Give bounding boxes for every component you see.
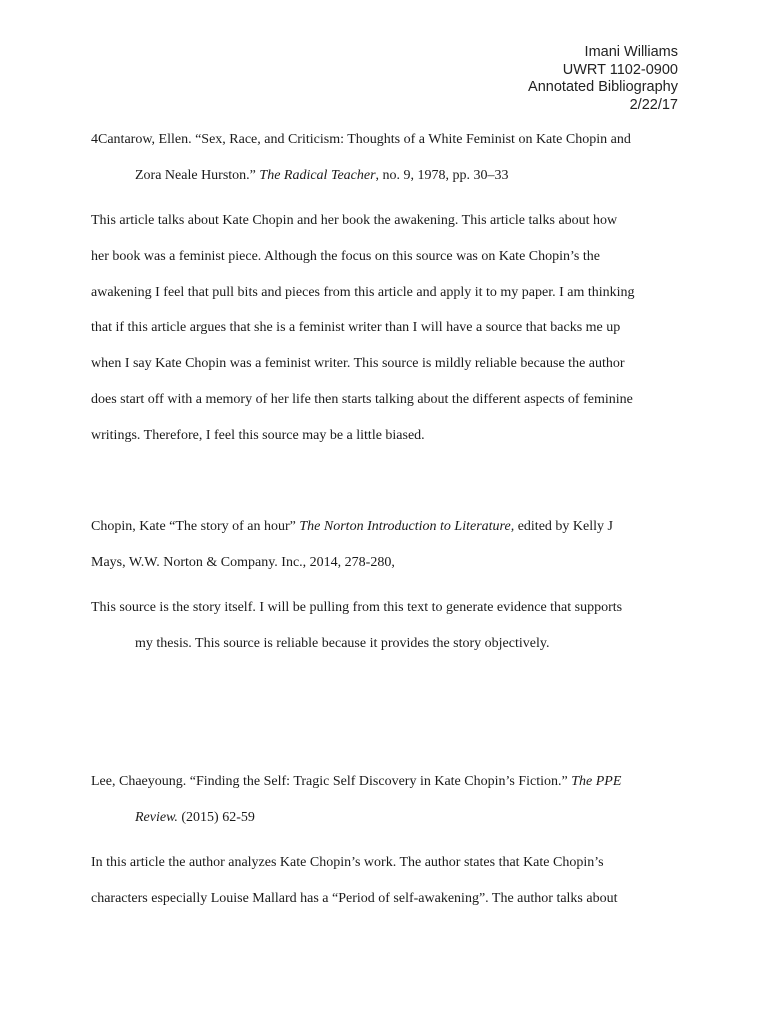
document-header: [528, 44, 678, 114]
citation-line: Zora Neale Hurston.” The Radical Teacher, no. 9, 1978, pp. 30–33: [135, 167, 509, 183]
annotation-line: when I say Kate Chopin was a feminist writer. This source is mildly reliable because the author: [91, 356, 625, 372]
annotation-cantarow: [91, 203, 681, 454]
document-date: 2/22/17: [629, 96, 678, 113]
annotation-line: This source is the story itself. I will be pulling from this text to generate evidence that supports: [91, 600, 623, 615]
course-code: UWRT 1102-0900: [562, 61, 678, 78]
citation-chopin: [91, 509, 681, 581]
annotation-line: characters especially Louise Mallard has a “Period of self-awakening”. The author talks about: [91, 890, 618, 906]
citation-line: Chopin, Kate “The story of an hour” The Norton Introduction to Literature, edited by Kelly J: [91, 519, 613, 534]
annotation-line: my thesis. This source is reliable because it provides the story objectively.: [135, 635, 550, 651]
annotation-chopin: [91, 590, 681, 662]
annotation-line: In this article the author analyzes Kate Chopin’s work. The author states that Kate Chopin’s: [91, 855, 604, 870]
citation-lee: [91, 764, 681, 836]
journal-title: The PPE: [571, 774, 622, 789]
author-name: Imani Williams: [584, 44, 678, 60]
citation-line: Review. (2015) 62-59: [135, 809, 255, 825]
annotation-line: her book was a feminist piece. Although the focus on this source was on Kate Chopin’s the: [91, 248, 600, 264]
annotation-line: does start off with a memory of her life then starts talking about the different aspects of feminine: [91, 391, 633, 407]
citation-line: 4Cantarow, Ellen. “Sex, Race, and Criticism: Thoughts of a White Feminist on Kate Chopin and: [91, 132, 631, 147]
book-title: The Norton Introduction to Literature,: [299, 519, 515, 534]
journal-title: The Radical Teacher: [259, 167, 376, 183]
annotation-line: writings. Therefore, I feel this source may be a little biased.: [91, 427, 425, 443]
assignment-title: Annotated Bibliography: [528, 79, 678, 95]
annotation-line: This article talks about Kate Chopin and her book the awakening. This article talks about how: [91, 213, 618, 228]
citation-cantarow: [91, 122, 681, 194]
citation-line: Mays, W.W. Norton & Company. Inc., 2014, 278-280,: [91, 554, 395, 570]
annotation-line: that if this article argues that she is a feminist writer than I will have a source that backs me up: [91, 320, 621, 336]
annotation-line: awakening I feel that pull bits and pieces from this article and apply it to my paper. I am thinking: [91, 284, 635, 300]
citation-line: Lee, Chaeyoung. “Finding the Self: Tragic Self Discovery in Kate Chopin’s Fiction.” The PPE: [91, 774, 622, 789]
journal-title: Review.: [135, 809, 178, 825]
annotation-lee: [91, 845, 681, 917]
